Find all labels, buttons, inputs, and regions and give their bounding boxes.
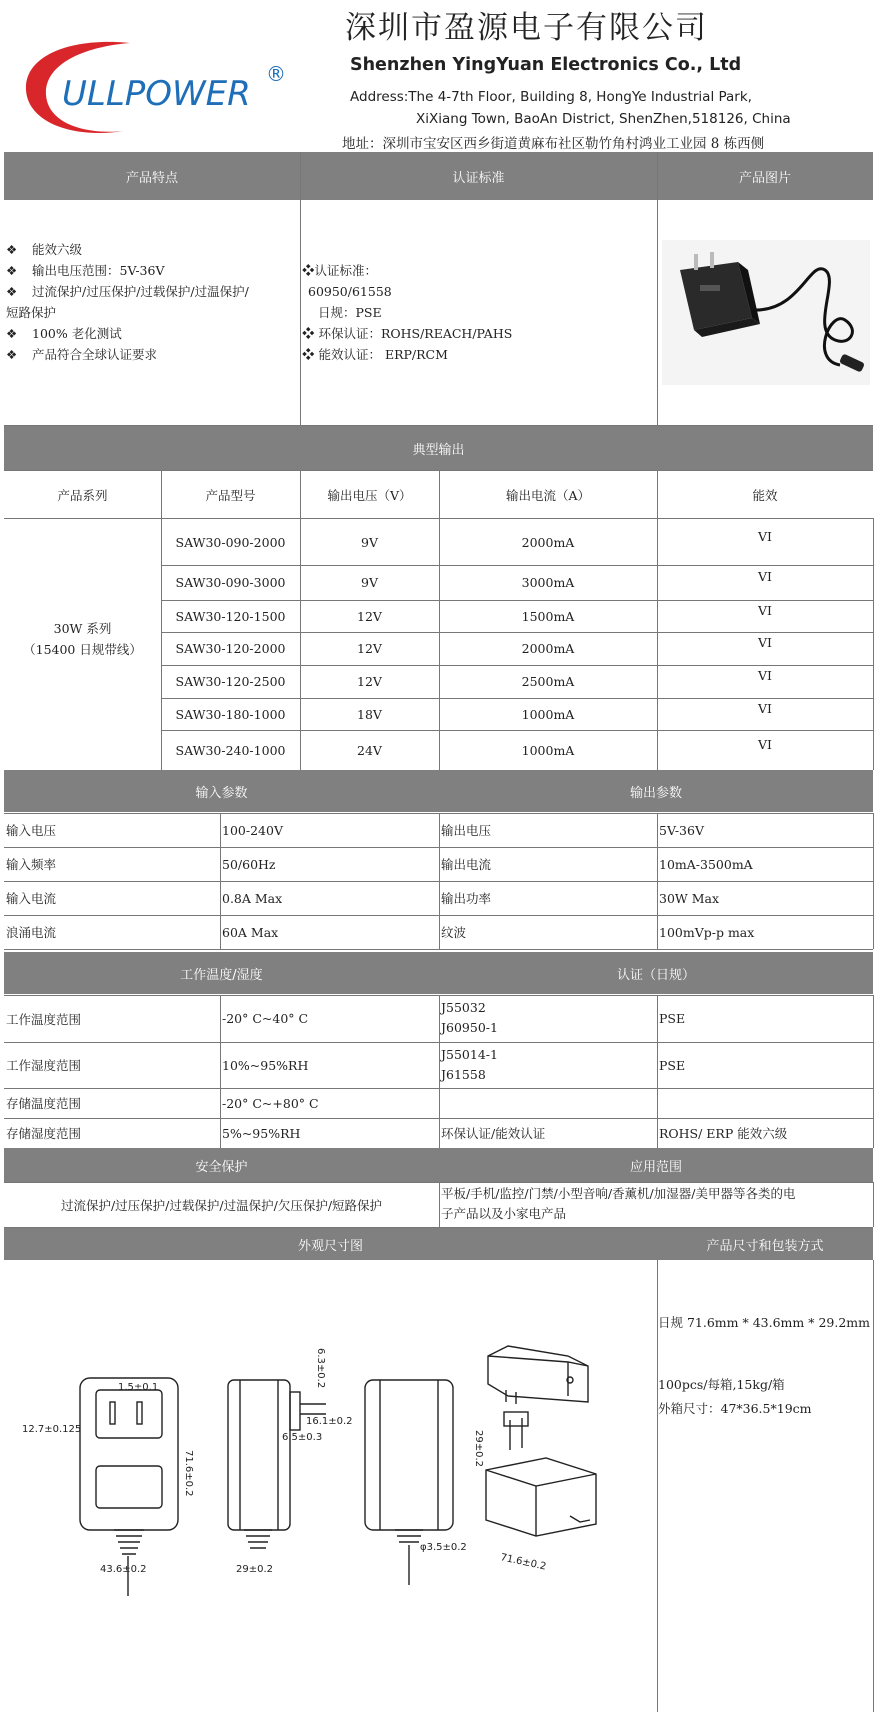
grid-line-v (657, 995, 658, 1148)
logo-wordmark: ULLPOWER (62, 74, 251, 114)
grid-line-h (161, 600, 873, 601)
grid-line-v (873, 813, 874, 949)
cert-standard (441, 1045, 655, 1085)
packing-size: 日规 71.6mm * 43.6mm * 29.2mm (658, 1315, 870, 1330)
dimension-drawing (10, 1340, 650, 1610)
table-cell-voltage: 9V (361, 575, 378, 590)
table-cell-voltage: 18V (357, 706, 382, 722)
cert-standard (441, 1118, 655, 1148)
list-item: 短路保护 (6, 305, 57, 320)
address-en-line1 (350, 89, 752, 105)
table-cell-voltage: 12V (357, 674, 382, 689)
list-item: ❖ 能效六级 (6, 242, 83, 257)
grid-line-h (161, 565, 873, 566)
cert-standard-line: J55014-1 (441, 1047, 498, 1062)
param-label: 纹波 (441, 925, 467, 940)
table-cell-model: SAW30-120-1500 (175, 608, 286, 624)
param-label: 输入电压 (6, 823, 57, 838)
dim-label: 1.5±0.1 (118, 1382, 159, 1393)
param-value: 0.8A Max (222, 890, 283, 906)
env-value: 10%~95%RH (222, 1057, 309, 1073)
param-value: 60A Max (222, 924, 279, 940)
dim-label: 71.6±0.2 (183, 1450, 194, 1497)
table-cell-current: 1000mA (521, 706, 575, 722)
grid-line-h (161, 665, 873, 666)
carton-size: 外箱尺寸：47*36.5*19cm (658, 1401, 812, 1416)
cert-line: 日规：PSE (318, 305, 382, 320)
table-cell-efficiency: VI (758, 736, 772, 752)
safety-text: 过流保护/过压保护/过载保护/过温保护/欠压保护/短路保护 (60, 1198, 383, 1213)
env-label: 工作湿度范围 (6, 1058, 82, 1073)
param-value: 30W Max (659, 890, 720, 906)
table-cell-efficiency: VI (758, 700, 772, 716)
cert-line: ❖ 能效认证： ERP/RCM (302, 347, 448, 362)
dim-label: 29±0.2 (473, 1430, 484, 1468)
application-header: 应用范围 (439, 1148, 873, 1182)
header-features: 产品特点 (125, 170, 178, 186)
param-label: 输出功率 (441, 891, 492, 906)
table-cell-efficiency: VI (758, 668, 772, 683)
param-label: 输入电流 (6, 891, 57, 906)
col-header-voltage: 输出电压（V） (327, 488, 412, 503)
grid-line-v (220, 813, 221, 949)
input-params-header: 输入参数 (4, 770, 439, 812)
cert-standard-line: J60950-1 (441, 1020, 498, 1035)
cert-standard-line: J61558 (441, 1067, 486, 1082)
col-header-current: 输出电流（A） (505, 488, 591, 503)
application-text: 平板/手机/监控/门禁/小型音响/香薰机/加湿器/美甲器等各类的电 子产品以及小家电产品 (441, 1186, 796, 1221)
table-cell-voltage: 12V (357, 608, 382, 624)
dim-label: 71.6±0.2 (499, 1552, 548, 1573)
grid-line-v (220, 995, 221, 1148)
table-cell-model: SAW30-120-2000 (175, 641, 286, 656)
table-cell-model: SAW30-090-3000 (175, 575, 286, 590)
address-en-line2: XiXiang Town, BaoAn District, ShenZhen,518126, China (416, 111, 791, 127)
param-value: 100-240V (222, 822, 283, 838)
cert-standard-line: 环保认证/能效认证 (441, 1126, 546, 1141)
env-label: 存储湿度范围 (6, 1126, 82, 1141)
table-cell-model: SAW30-180-1000 (175, 706, 286, 722)
dim-label: φ3.5±0.2 (420, 1542, 467, 1553)
grid-line-h (161, 632, 873, 633)
param-label: 输入频率 (6, 857, 57, 872)
table-cell-model: SAW30-240-1000 (175, 742, 286, 758)
col-header-model: 产品型号 (205, 488, 256, 503)
packing-header: 产品尺寸和包装方式 (657, 1228, 873, 1260)
col-header-series: 产品系列 (57, 488, 108, 503)
dim-label: 12.7±0.125 (22, 1424, 82, 1435)
safety-header: 安全保护 (4, 1148, 439, 1182)
cert-jp-header: 认证（日规） (439, 952, 873, 994)
param-value: 5V-36V (659, 822, 704, 838)
address-en-line1-text: Address:The 4-7th Floor, Building 8, HongYe Industrial Park, (350, 89, 752, 105)
grid-line-h (4, 949, 873, 950)
col-header-efficiency: 能效 (752, 488, 778, 503)
header-certs: 认证标准 (452, 170, 505, 186)
table-cell-voltage: 9V (361, 534, 378, 550)
table-cell-current: 1500mA (521, 608, 575, 624)
env-value: -20° C~+80° C (222, 1095, 319, 1111)
series-note: （15400 日规带线） (23, 642, 142, 657)
company-logo (12, 35, 312, 145)
cert-list (302, 260, 652, 365)
param-label: 输出电流 (441, 857, 492, 872)
dim-label: 16.1±0.2 (306, 1416, 353, 1427)
typical-output-title: 典型输出 (4, 426, 873, 470)
env-label: 工作温度范围 (6, 1011, 82, 1027)
cert-result: PSE (659, 1057, 686, 1073)
grid-line-v (439, 813, 440, 949)
cert-result: ROHS/ ERP 能效六级 (659, 1126, 788, 1141)
list-item: ❖ 产品符合全球认证要求 (6, 347, 158, 362)
env-label: 存储温度范围 (6, 1096, 82, 1111)
company-name-en: Shenzhen YingYuan Electronics Co., Ltd (350, 55, 742, 75)
dim-label: 6.5±0.3 (282, 1432, 323, 1443)
env-value: 5%~95%RH (222, 1125, 301, 1141)
table-cell-current: 2500mA (521, 674, 575, 689)
temp-humidity-header: 工作温度/湿度 (4, 952, 439, 994)
table-cell-current: 1000mA (521, 742, 575, 758)
table-cell-current: 2000mA (521, 534, 575, 550)
table-cell-efficiency: VI (758, 635, 772, 650)
address-cn: 地址：深圳市宝安区西乡街道黄麻布社区勒竹角村鸿业工业园 8 栋西侧 (342, 136, 765, 152)
output-params-header: 输出参数 (439, 770, 873, 812)
cert-line: ❖认证标准： (302, 263, 378, 278)
table-cell-current: 2000mA (521, 641, 575, 656)
features-list (6, 239, 296, 365)
list-item: ❖ 过流保护/过压保护/过载保护/过温保护/ (6, 284, 249, 299)
grid-line-h (161, 730, 873, 731)
table-cell-model: SAW30-090-2000 (175, 534, 286, 550)
cert-standard (441, 998, 655, 1038)
dim-label: 29±0.2 (236, 1564, 274, 1575)
dimension-drawing-header: 外观尺寸图 (4, 1228, 657, 1260)
grid-line-h (161, 698, 873, 699)
dim-label: 6.3±0.2 (315, 1348, 326, 1389)
table-cell-efficiency: VI (758, 602, 772, 618)
list-item: ❖ 输出电压范围：5V-36V (6, 263, 165, 278)
grid-line-v (439, 995, 440, 1148)
packing-qty: 100pcs/每箱,15kg/箱 (658, 1377, 785, 1392)
table-cell-current: 3000mA (521, 575, 575, 590)
param-value: 100mVp-p max (659, 924, 755, 940)
cert-line: ❖ 环保认证：ROHS/REACH/PAHS (302, 326, 513, 341)
param-value: 10mA-3500mA (659, 856, 753, 872)
env-value: -20° C~40° C (222, 1011, 309, 1026)
series-name: 30W 系列 (53, 621, 112, 636)
header-photo: 产品图片 (738, 170, 791, 186)
table-cell-efficiency: VI (758, 569, 772, 584)
cert-standard-line: J55032 (441, 1000, 486, 1015)
grid-line-v (657, 813, 658, 949)
table-cell-efficiency: VI (758, 528, 772, 544)
table-cell-voltage: 12V (357, 641, 382, 656)
param-label: 浪涌电流 (6, 925, 57, 940)
dim-label: 43.6±0.2 (100, 1564, 147, 1575)
cert-result: PSE (659, 1011, 686, 1026)
param-value: 50/60Hz (222, 856, 276, 872)
param-label: 输出电压 (441, 823, 492, 838)
series-cell (4, 618, 161, 660)
table-cell-model: SAW30-120-2500 (175, 674, 286, 689)
cert-result (659, 1088, 871, 1118)
list-item: ❖ 100% 老化测试 (6, 326, 122, 341)
product-photo (660, 240, 872, 385)
company-name-cn: 深圳市盈源电子有限公司 (345, 10, 708, 46)
grid-line-v (873, 995, 874, 1148)
cert-line: 60950/61558 (308, 284, 392, 299)
logo-registered-mark: ® (266, 62, 286, 86)
table-cell-voltage: 24V (357, 742, 382, 758)
